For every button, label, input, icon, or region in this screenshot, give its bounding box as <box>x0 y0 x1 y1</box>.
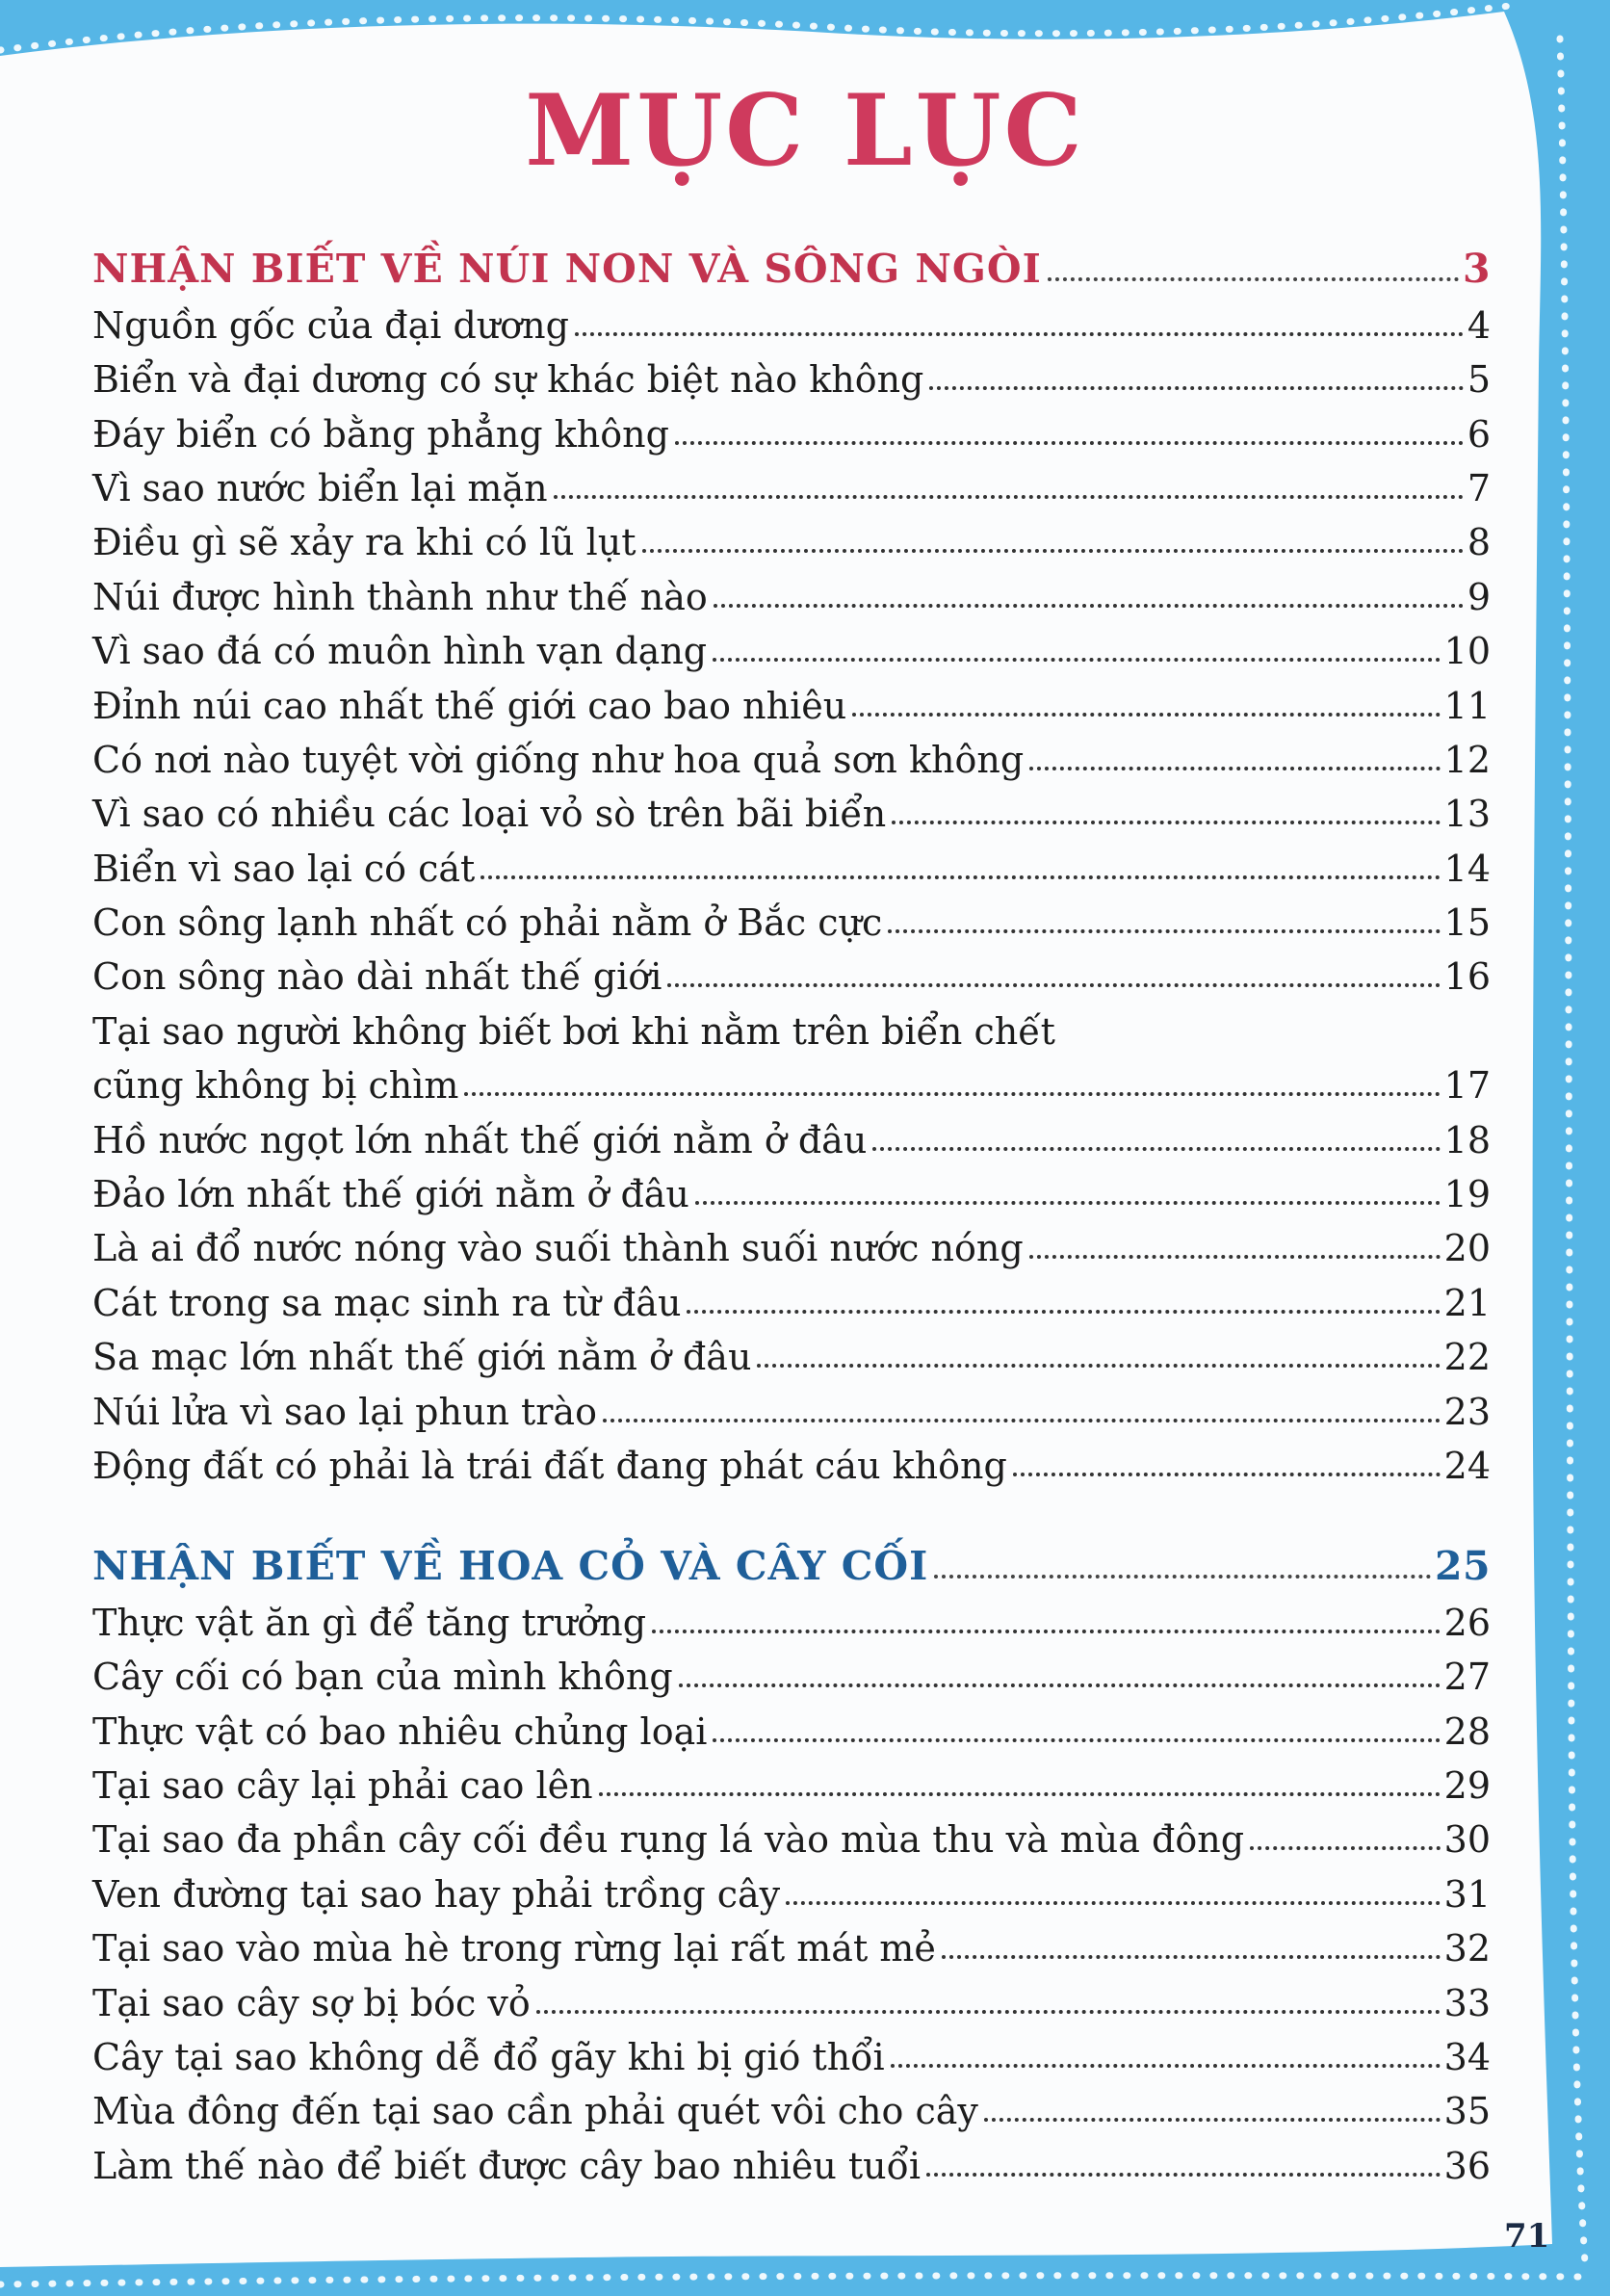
section-heading-text: NHẬN BIẾT VỀ HOA CỎ VÀ CÂY CỐI <box>92 1543 929 1590</box>
dot-leader <box>714 604 1464 608</box>
toc-entry-page: 9 <box>1467 575 1491 618</box>
table-of-contents <box>92 235 1491 2187</box>
toc-entry[interactable] <box>92 1804 1491 1862</box>
section-gap <box>92 1484 1491 1532</box>
toc-entry-page: 23 <box>1443 1390 1491 1433</box>
toc-entry[interactable] <box>92 724 1491 781</box>
dot-leader <box>757 1364 1440 1368</box>
toc-entry-text: Điều gì sẽ xảy ra khi có lũ lụt <box>92 521 636 564</box>
toc-entry-page: 36 <box>1443 2144 1491 2187</box>
dot-leader <box>667 983 1440 987</box>
toc-entry-page: 10 <box>1443 630 1491 673</box>
dot-leader <box>852 713 1440 717</box>
section-heading[interactable] <box>92 1532 1491 1590</box>
section-heading-text: NHẬN BIẾT VỀ NÚI NON VÀ SÔNG NGÒI <box>92 246 1042 293</box>
toc-entry-text: Vì sao có nhiều các loại vỏ sò trên bãi biển <box>92 793 887 836</box>
dot-leader <box>536 2010 1441 2014</box>
toc-entry-page: 4 <box>1467 303 1491 347</box>
toc-entry-page: 35 <box>1443 2090 1491 2133</box>
toc-entry-page: 26 <box>1443 1601 1491 1644</box>
toc-entry-text: Làm thế nào để biết được cây bao nhiêu tuổi <box>92 2144 922 2187</box>
dot-leader <box>984 2118 1441 2122</box>
toc-entry-page: 19 <box>1443 1173 1491 1216</box>
toc-entry[interactable] <box>92 2129 1491 2187</box>
dot-leader <box>892 821 1440 824</box>
toc-entry-text: Động đất có phải là trái đất đang phát cáu không <box>92 1444 1007 1487</box>
toc-entry[interactable] <box>92 1050 1491 1108</box>
toc-entry-page: 33 <box>1443 1981 1491 2024</box>
toc-entry-text: Mùa đông đến tại sao cần phải quét vôi cho cây <box>92 2090 978 2133</box>
toc-entry[interactable] <box>92 1430 1491 1487</box>
toc-entry[interactable] <box>92 1641 1491 1699</box>
dot-leader <box>575 332 1464 336</box>
toc-entry[interactable] <box>92 1586 1491 1644</box>
dot-leader <box>929 386 1463 390</box>
toc-entry-line[interactable] <box>92 995 1491 1053</box>
toc-entry-text: Ven đường tại sao hay phải trồng cây <box>92 1872 781 1916</box>
toc-entry-text: Núi lửa vì sao lại phun trào <box>92 1390 597 1433</box>
dot-leader <box>603 1419 1441 1422</box>
toc-entry-text: Thực vật ăn gì để tăng trưởng <box>92 1601 647 1644</box>
toc-entry-text: Cây tại sao không dễ đổ gãy khi bị gió thổi <box>92 2035 885 2078</box>
section-heading[interactable] <box>92 235 1491 293</box>
section-page-number: 3 <box>1462 246 1491 293</box>
toc-entry[interactable] <box>92 941 1491 999</box>
toc-entry-page: 16 <box>1443 955 1491 999</box>
toc-entry-page: 21 <box>1443 1281 1491 1324</box>
toc-entry-text: Vì sao nước biển lại mặn <box>92 466 548 509</box>
dot-leader <box>599 1792 1441 1796</box>
toc-entry[interactable] <box>92 398 1491 456</box>
toc-entry-text: Tại sao người không biết bơi khi nằm trên biển chết <box>92 1009 1055 1053</box>
toc-entry[interactable] <box>92 561 1491 618</box>
toc-entry[interactable] <box>92 507 1491 564</box>
toc-entry[interactable] <box>92 2022 1491 2078</box>
dot-leader <box>554 495 1464 499</box>
dot-leader <box>942 1955 1441 1959</box>
toc-entry-page: 28 <box>1443 1709 1491 1753</box>
dot-leader <box>1250 1846 1441 1850</box>
dot-leader <box>891 2064 1441 2068</box>
toc-entry-page: 30 <box>1443 1818 1491 1862</box>
toc-entry[interactable] <box>92 832 1491 890</box>
dot-leader <box>1048 277 1459 281</box>
toc-entry-text: Thực vật có bao nhiêu chủng loại <box>92 1709 708 1753</box>
toc-entry-text: cũng không bị chìm <box>92 1064 459 1108</box>
toc-entry[interactable] <box>92 1375 1491 1433</box>
dot-leader <box>1029 767 1440 770</box>
toc-entry-page: 7 <box>1467 466 1491 509</box>
toc-entry-text: Vì sao đá có muôn hình vạn dạng <box>92 630 708 673</box>
dot-leader <box>1013 1473 1441 1476</box>
dot-leader <box>926 2173 1441 2177</box>
toc-entry-page: 8 <box>1467 521 1491 564</box>
toc-entry-page: 22 <box>1443 1336 1491 1379</box>
toc-entry-page: 27 <box>1443 1656 1491 1699</box>
toc-entry-text: Đảo lớn nhất thế giới nằm ở đâu <box>92 1173 689 1216</box>
toc-entry-page: 24 <box>1443 1444 1491 1487</box>
toc-entry-page: 18 <box>1443 1118 1491 1161</box>
toc-entry-text: Là ai đổ nước nóng vào suối thành suối nước nóng <box>92 1227 1024 1270</box>
toc-entry-text: Núi được hình thành như thế nào <box>92 575 708 618</box>
toc-entry-text: Tại sao cây lại phải cao lên <box>92 1763 593 1807</box>
dot-leader <box>480 875 1440 879</box>
toc-entry[interactable] <box>92 1858 1491 1916</box>
dot-leader <box>687 1310 1440 1314</box>
toc-entry[interactable] <box>92 289 1491 347</box>
dot-leader <box>934 1575 1431 1578</box>
dot-leader <box>652 1630 1441 1633</box>
toc-entry-page: 17 <box>1443 1064 1491 1108</box>
toc-entry-text: Nguồn gốc của đại dương <box>92 303 569 347</box>
toc-entry[interactable] <box>92 778 1491 836</box>
toc-entry-page: 32 <box>1443 1927 1491 1970</box>
toc-entry[interactable] <box>92 669 1491 727</box>
toc-entry[interactable] <box>92 887 1491 945</box>
toc-entry-page: 34 <box>1443 2035 1491 2078</box>
toc-entry-text: Con sông lạnh nhất có phải nằm ở Bắc cực <box>92 901 883 945</box>
dot-leader <box>872 1147 1440 1151</box>
toc-entry-text: Cây cối có bạn của mình không <box>92 1656 673 1699</box>
toc-entry-text: Tại sao đa phần cây cối đều rụng lá vào mùa thu và mùa đông <box>92 1818 1245 1862</box>
dot-leader <box>1029 1255 1441 1259</box>
toc-entry-page: 31 <box>1443 1872 1491 1916</box>
toc-entry-text: Biển và đại dương có sự khác biệt nào không <box>92 358 924 402</box>
page-title: MỤC LỤC <box>525 73 1085 189</box>
section-page-number: 25 <box>1434 1543 1491 1590</box>
toc-entry-page: 6 <box>1467 412 1491 456</box>
toc-entry-text: Đáy biển có bằng phẳng không <box>92 412 669 456</box>
toc-entry-text: Đỉnh núi cao nhất thế giới cao bao nhiêu <box>92 684 847 727</box>
toc-entry-text: Tại sao cây sợ bị bóc vỏ <box>92 1981 531 2024</box>
dot-leader <box>786 1901 1440 1905</box>
toc-entry[interactable] <box>92 1159 1491 1216</box>
toc-entry-page: 13 <box>1443 793 1491 836</box>
toc-entry-text: Có nơi nào tuyệt vời giống như hoa quả sơn không <box>92 738 1025 781</box>
toc-entry[interactable] <box>92 1266 1491 1324</box>
dot-leader <box>464 1092 1440 1096</box>
toc-entry-text: Biển vì sao lại có cát <box>92 847 476 890</box>
toc-entry[interactable] <box>92 1750 1491 1807</box>
toc-entry-page: 12 <box>1443 738 1491 781</box>
dot-leader <box>713 658 1441 662</box>
toc-entry-page: 5 <box>1467 358 1491 402</box>
dot-leader <box>675 441 1464 445</box>
toc-entry-text: Cát trong sa mạc sinh ra từ đâu <box>92 1281 682 1324</box>
toc-entry[interactable] <box>92 1321 1491 1379</box>
toc-entry[interactable] <box>92 615 1491 673</box>
toc-entry-text: Con sông nào dài nhất thế giới <box>92 955 662 999</box>
toc-entry-text: Tại sao vào mùa hè trong rừng lại rất mát mẻ <box>92 1927 936 1970</box>
page-number: 71 <box>1504 2217 1550 2256</box>
dot-leader <box>713 1738 1440 1742</box>
toc-entry[interactable] <box>92 1967 1491 2024</box>
toc-entry-page: 20 <box>1443 1227 1491 1270</box>
toc-entry-text: Sa mạc lớn nhất thế giới nằm ở đâu <box>92 1336 752 1379</box>
toc-entry-text: Hồ nước ngọt lớn nhất thế giới nằm ở đâu <box>92 1118 868 1161</box>
toc-entry-page: 15 <box>1443 901 1491 945</box>
toc-entry-page: 11 <box>1443 684 1491 727</box>
dot-leader <box>888 929 1440 933</box>
toc-entry[interactable] <box>92 453 1491 507</box>
toc-entry[interactable] <box>92 344 1491 402</box>
toc-entry-page: 29 <box>1443 1763 1491 1807</box>
toc-entry[interactable] <box>92 1695 1491 1753</box>
toc-entry[interactable] <box>92 1913 1491 1970</box>
toc-entry-page: 14 <box>1443 847 1491 890</box>
toc-entry[interactable] <box>92 2075 1491 2133</box>
dot-leader <box>642 549 1464 553</box>
dot-leader <box>679 1683 1441 1687</box>
toc-entry[interactable] <box>92 1213 1491 1270</box>
dot-leader <box>695 1201 1441 1205</box>
toc-entry[interactable] <box>92 1104 1491 1161</box>
